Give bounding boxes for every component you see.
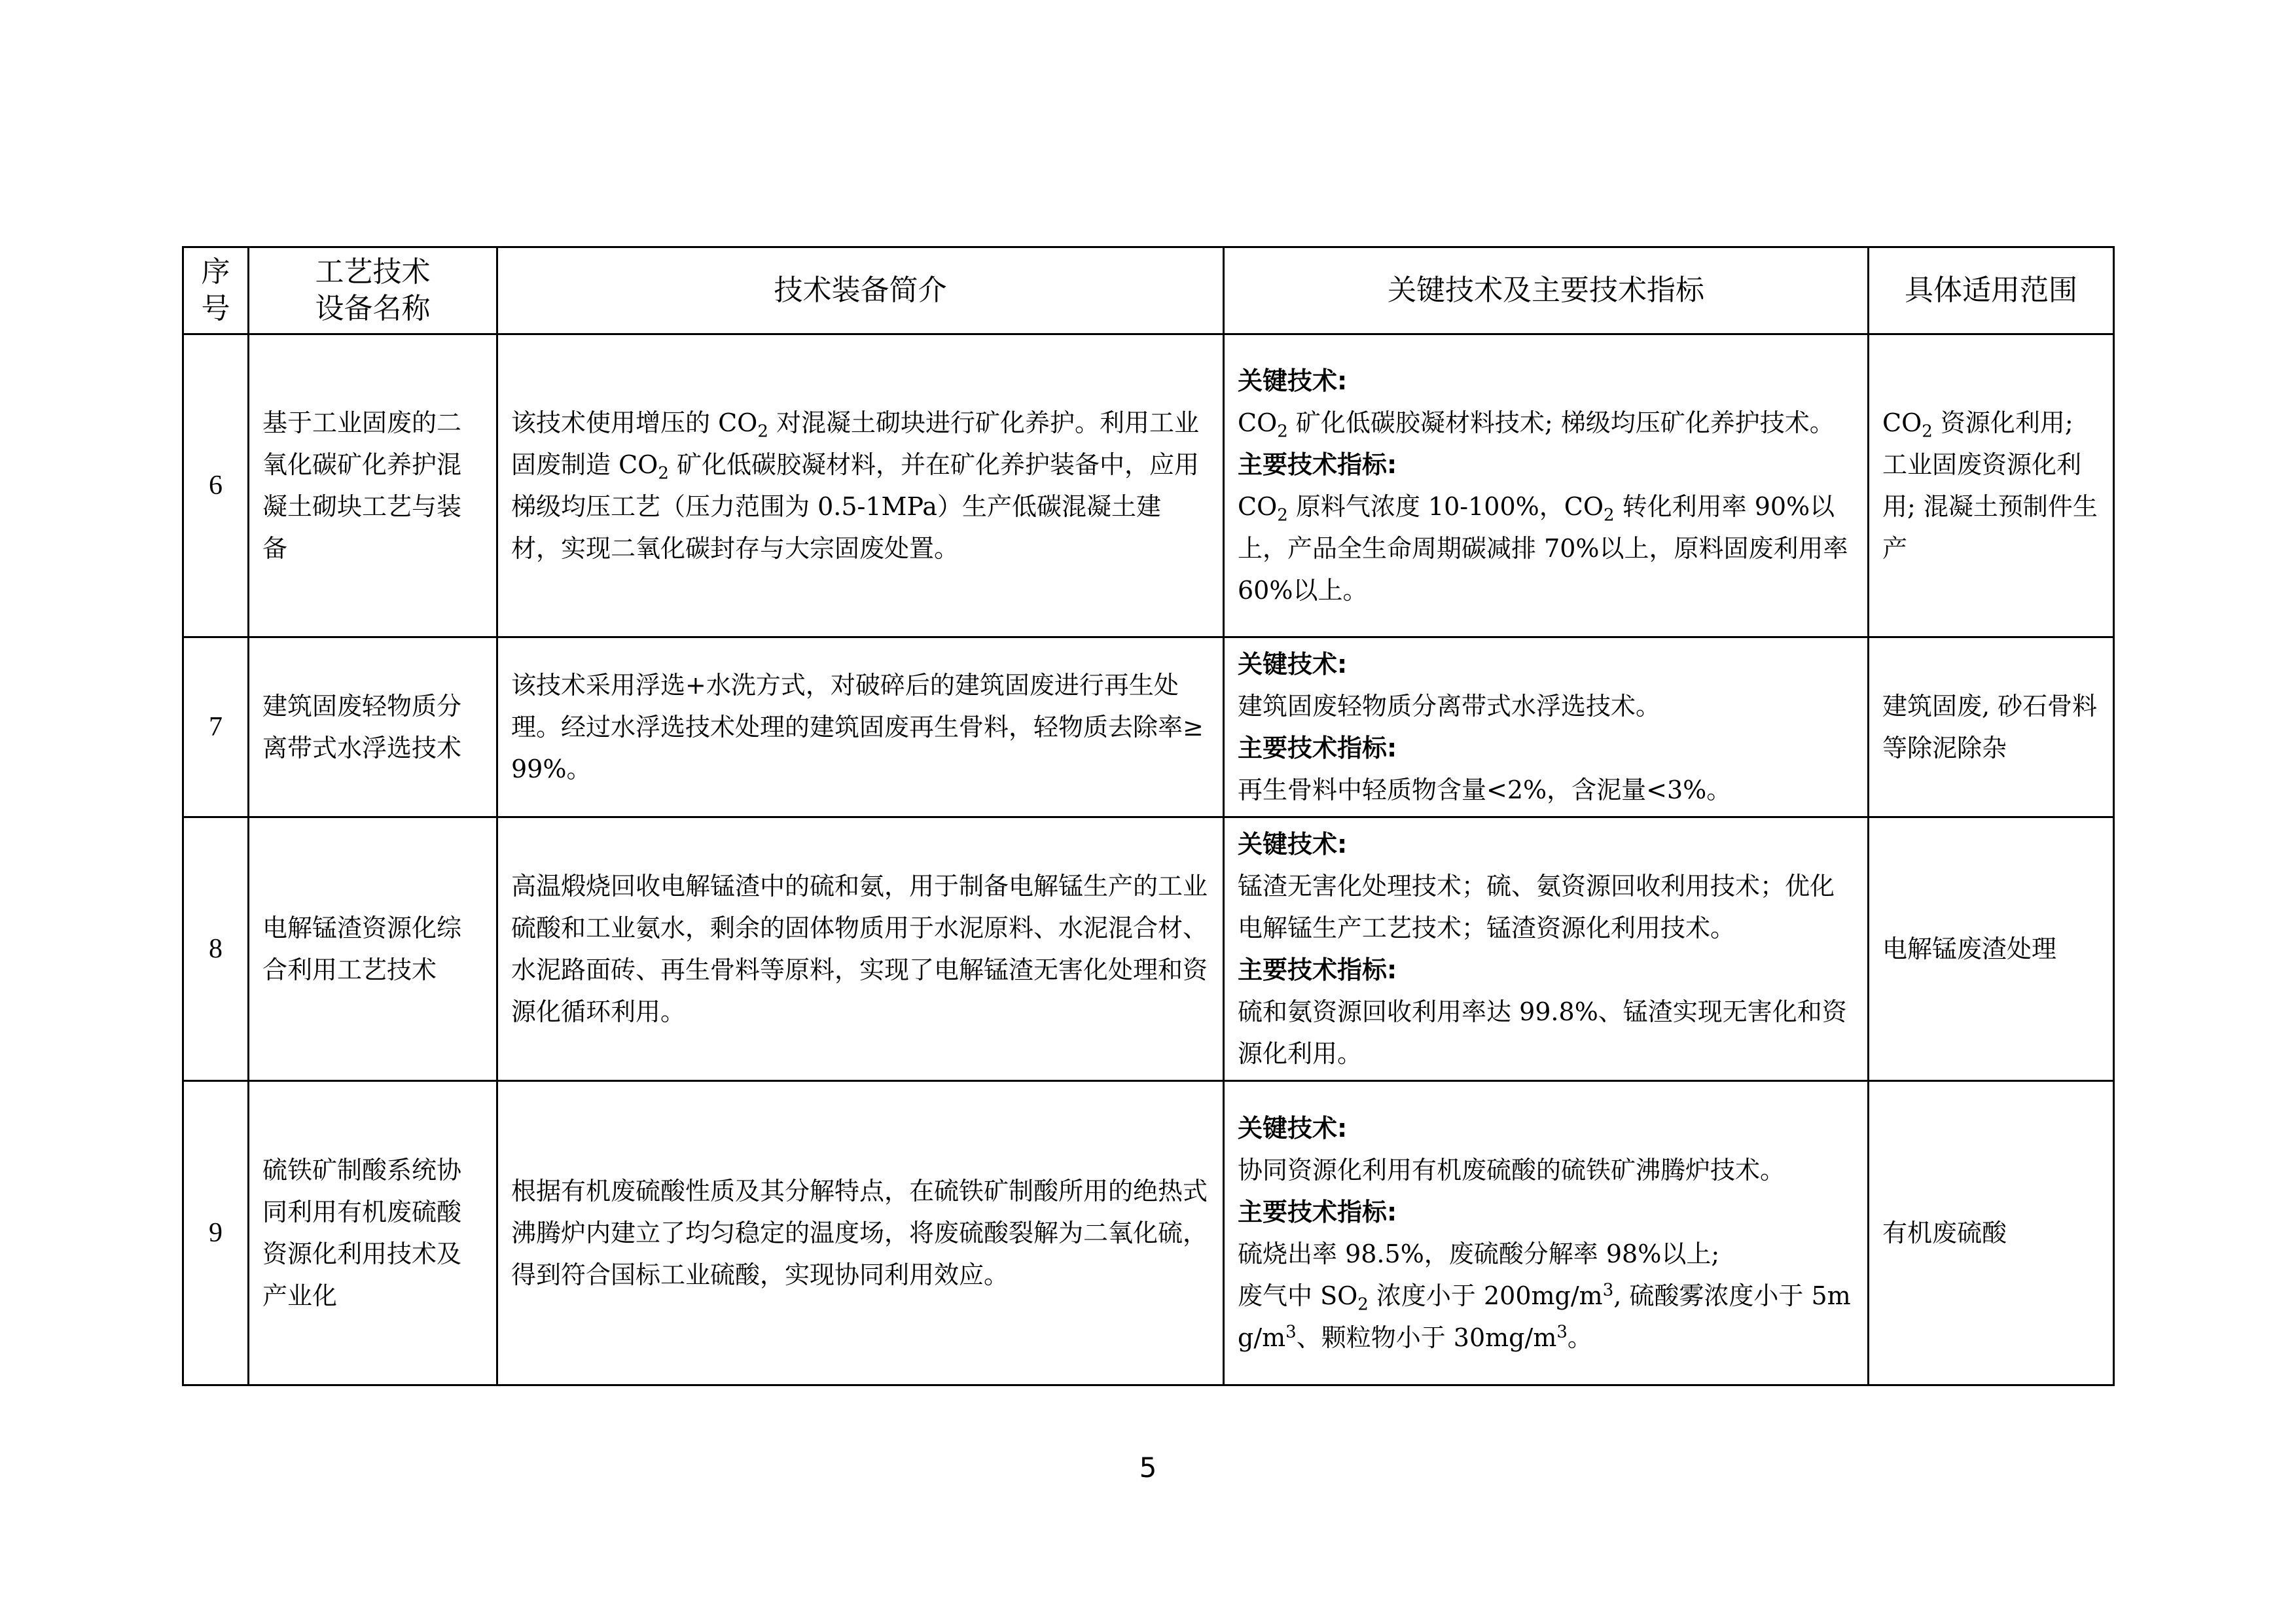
key-tech-text xyxy=(1238,685,1854,727)
header-intro: 技术装备简介 xyxy=(497,247,1224,334)
cell-key-tech xyxy=(1224,1081,1869,1385)
technology-table xyxy=(182,246,2115,1386)
cell-scope xyxy=(1869,1081,2114,1385)
text-run: 浓度小于 200mg/m xyxy=(1368,1281,1603,1310)
text-run: 再生骨料中轻质物含量<2%，含泥量<3%。 xyxy=(1238,776,1732,804)
cell-serial-number: 9 xyxy=(183,1081,249,1385)
header-scope: 具体适用范围 xyxy=(1869,247,2114,334)
main-index-text xyxy=(1238,769,1854,811)
main-index-label: 主要技术指标: xyxy=(1238,1198,1397,1226)
superscript-text: 3 xyxy=(1285,1322,1297,1342)
header-serial-number xyxy=(183,247,249,334)
text-run: 矿化低碳胶凝材料，并在矿化养护装备中，应用梯级均压工艺（压力范围为 0.5-1MPa）生产低碳混凝土建材，实现二氧化碳封存与大宗固废处置。 xyxy=(511,450,1199,563)
cell-tech-name: 硫铁矿制酸系统协同利用有机废硫酸资源化利用技术及产业化 xyxy=(249,1081,497,1385)
superscript-text: 3 xyxy=(1602,1280,1614,1300)
text-run: 建筑固废轻物质分离带式水浮选技术。 xyxy=(1238,692,1661,721)
key-tech-label: 关键技术: xyxy=(1238,650,1348,679)
text-run: 高温煅烧回收电解锰渣中的硫和氨，用于制备电解锰生产的工业硫酸和工业氨水，剩余的固体物质用于水泥原料、水泥混合材、水泥路面砖、再生骨料等原料，实现了电解锰渣无害化处理和资源化循环利用。 xyxy=(511,872,1208,1026)
main-index-text xyxy=(1238,991,1854,1075)
text-run: 。 xyxy=(1567,1323,1592,1352)
key-tech-label: 关键技术: xyxy=(1238,830,1348,859)
table-row xyxy=(183,1081,2114,1385)
text-run: CO xyxy=(1882,408,1922,437)
header-key-tech: 关键技术及主要技术指标 xyxy=(1224,247,1869,334)
key-tech-text xyxy=(1238,1149,1854,1191)
key-tech-text xyxy=(1238,402,1854,444)
cell-intro xyxy=(497,334,1224,637)
main-index-text xyxy=(1238,486,1854,611)
subscript-text: 2 xyxy=(1357,1294,1369,1315)
text-run: 废气中 SO xyxy=(1238,1281,1358,1310)
main-index-label: 主要技术指标: xyxy=(1238,955,1397,984)
subscript-text: 2 xyxy=(1277,421,1288,442)
cell-serial-number: 6 xyxy=(183,334,249,637)
cell-serial-number: 8 xyxy=(183,817,249,1081)
text-run: 矿化低碳胶凝材料技术; 梯级均压矿化养护技术。 xyxy=(1287,408,1835,437)
cell-key-tech xyxy=(1224,334,1869,637)
cell-intro xyxy=(497,637,1224,817)
header-serial-number-line2: 号 xyxy=(201,292,230,325)
cell-serial-number: 7 xyxy=(183,637,249,817)
cell-scope xyxy=(1869,334,2114,637)
cell-intro xyxy=(497,1081,1224,1385)
cell-scope xyxy=(1869,637,2114,817)
cell-key-tech xyxy=(1224,637,1869,817)
text-run: 对混凝土砌块进行矿化养护。利用工业固废制造 CO xyxy=(511,408,1199,479)
cell-intro xyxy=(497,817,1224,1081)
text-run: 根据有机废硫酸性质及其分解特点，在硫铁矿制酸所用的绝热式沸腾炉内建立了均匀稳定的温度场，将废硫酸裂解为二氧化硫，得到符合国标工业硫酸，实现协同利用效应。 xyxy=(511,1177,1208,1289)
header-serial-number-line1: 序 xyxy=(201,255,230,289)
text-run: 协同资源化利用有机废硫酸的硫铁矿沸腾炉技术。 xyxy=(1238,1156,1785,1185)
cell-scope xyxy=(1869,817,2114,1081)
cell-tech-name: 电解锰渣资源化综合利用工艺技术 xyxy=(249,817,497,1081)
main-index-label: 主要技术指标: xyxy=(1238,734,1397,762)
main-index-text xyxy=(1238,1233,1854,1359)
key-tech-label: 关键技术: xyxy=(1238,366,1348,395)
text-run: 该技术采用浮选+水洗方式，对破碎后的建筑固废进行再生处理。经过水浮选技术处理的建筑固废再生骨料，轻物质去除率≥99%。 xyxy=(511,671,1204,783)
main-index-label: 主要技术指标: xyxy=(1238,450,1397,479)
text-run: 锰渣无害化处理技术；硫、氨资源回收利用技术；优化电解锰生产工艺技术；锰渣资源化利用技术。 xyxy=(1238,872,1835,942)
text-run: 有机废硫酸 xyxy=(1882,1219,2007,1247)
cell-tech-name: 基于工业固废的二氧化碳矿化养护混凝土砌块工艺与装备 xyxy=(249,334,497,637)
key-tech-label: 关键技术: xyxy=(1238,1114,1348,1143)
table-row xyxy=(183,334,2114,637)
text-run: 建筑固废, 砂石骨料等除泥除杂 xyxy=(1882,692,2098,762)
cell-key-tech xyxy=(1224,817,1869,1081)
table-body xyxy=(183,334,2114,1385)
text-run: CO xyxy=(1238,408,1278,437)
subscript-text: 2 xyxy=(1604,505,1615,526)
text-run: , 硫酸雾浓度小于 5mg/m xyxy=(1238,1281,1851,1352)
header-tech-name-line1: 工艺技术 xyxy=(315,255,431,289)
text-run: 该技术使用增压的 CO xyxy=(511,408,758,437)
text-run: 、颗粒物小于 30mg/m xyxy=(1296,1323,1557,1352)
superscript-text: 3 xyxy=(1556,1322,1568,1342)
text-run: CO xyxy=(1238,492,1278,521)
table-row xyxy=(183,637,2114,817)
table-row xyxy=(183,817,2114,1081)
text-run: 原料气浓度 10-100%，CO xyxy=(1287,492,1604,521)
key-tech-text xyxy=(1238,865,1854,949)
page-number: 5 xyxy=(1139,1452,1157,1484)
subscript-text: 2 xyxy=(1277,505,1288,526)
text-run: 资源化利用; 工业固废资源化利用; 混凝土预制件生产 xyxy=(1882,408,2098,563)
table-header xyxy=(183,247,2114,334)
text-run: 电解锰废渣处理 xyxy=(1882,935,2057,963)
text-run: 硫烧出率 98.5%，废硫酸分解率 98%以上; xyxy=(1238,1240,1720,1268)
subscript-text: 2 xyxy=(658,463,669,484)
subscript-text: 2 xyxy=(757,421,768,442)
cell-tech-name: 建筑固废轻物质分离带式水浮选技术 xyxy=(249,637,497,817)
text-run: 转化利用率 90%以上，产品全生命周期碳减排 70%以上，原料固废利用率 60%以上。 xyxy=(1238,492,1848,605)
header-tech-name xyxy=(249,247,497,334)
subscript-text: 2 xyxy=(1922,421,1933,442)
text-run: 硫和氨资源回收利用率达 99.8%、锰渣实现无害化和资源化利用。 xyxy=(1238,997,1847,1068)
header-tech-name-line2: 设备名称 xyxy=(315,292,431,325)
header-row xyxy=(183,247,2114,334)
